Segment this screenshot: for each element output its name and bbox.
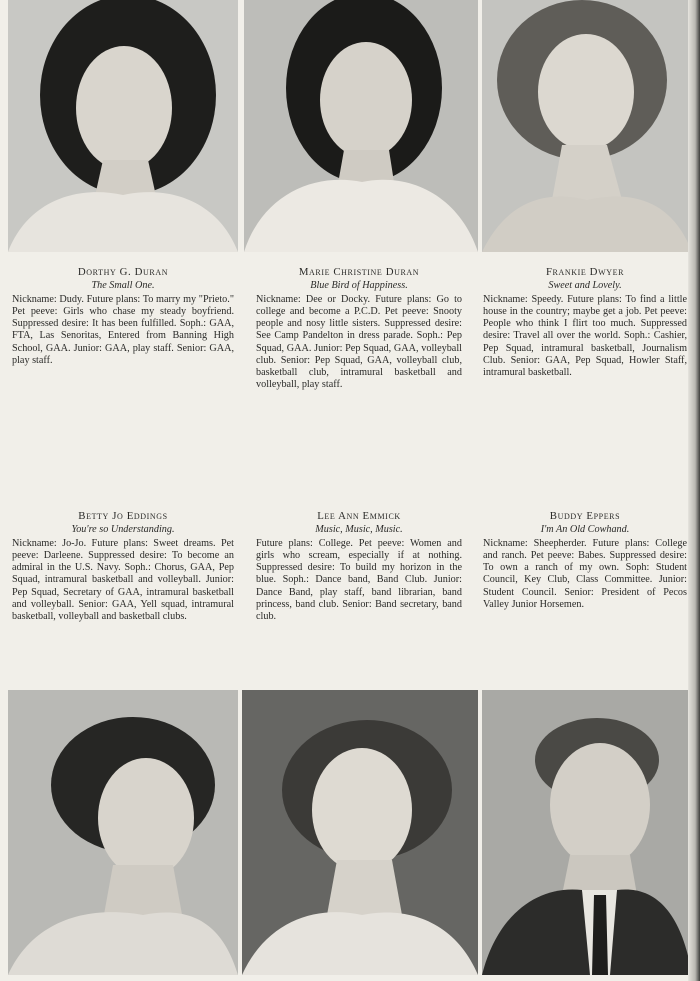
- student-motto: Sweet and Lovely.: [548, 280, 622, 292]
- student-name: Buddy Eppers: [549, 510, 621, 522]
- page-binding-edge: [688, 0, 700, 981]
- bio-block-buddy-eppers: [483, 510, 687, 611]
- portrait-frankie-dwyer: [482, 0, 692, 252]
- student-bio: Nickname: Dee or Docky. Future plans: Go to college and become a P.C.D. Pet peeve: Snooty people and nosy little sisters. Suppressed desire: See Camp Pandelton in dress parade. Soph.: Pep Squad, GAA. Junior: Pep Squad, GAA, volleyball club. Senior: Pep Squad, GAA, volleyball club, basketball club, intramural basketball and volleyball, play staff.: [256, 294, 462, 390]
- bio-block-frankie-dwyer: [483, 266, 687, 379]
- student-name: Dorthy G. Duran: [77, 266, 169, 278]
- portrait-dorthy-duran: [8, 0, 238, 252]
- student-bio: Nickname: Jo-Jo. Future plans: Sweet dreams. Pet peeve: Darleene. Suppressed desire: To become an admiral in the U.S. Navy. Soph.: Chorus, GAA, Pep Squad, intramural basketball and volleyball. Junior: Pep Squad, Secretary of GAA, intramural basketball and volleyball. Senior: GAA, Yell squad, intramural basketball, volleyball and basketball clubs.: [12, 538, 234, 622]
- portrait-betty-eddings: [8, 690, 238, 975]
- student-motto: The Small One.: [91, 280, 155, 292]
- portrait-buddy-eppers: [482, 690, 692, 975]
- student-motto: You're so Understanding.: [71, 524, 175, 536]
- student-motto: I'm An Old Cowhand.: [540, 524, 630, 536]
- student-motto: Blue Bird of Happiness.: [310, 280, 408, 292]
- student-bio: Nickname: Dudy. Future plans: To marry my "Prieto." Pet peeve: Girls who chase my steady boyfriend. Suppressed desire: It has been fulfilled. Soph.: GAA, FTA, Las Senoritas, Entered from Banning High School, GAA. Junior: GAA, play staff. Senior: GAA, play staff.: [12, 294, 234, 366]
- student-name: Marie Christine Duran: [298, 266, 420, 278]
- bio-block-marie-duran: [256, 266, 462, 391]
- student-name: Frankie Dwyer: [545, 266, 625, 278]
- portrait-lee-emmick: [242, 690, 478, 975]
- student-bio: Future plans: College. Pet peeve: Women and girls who scream, especially if at nothing. Suppressed desire: To build my horizon in the blue. Soph.: Dance band, Band Club. Junior: Dance Band, play staff, band librarian, band princess, band club. Senior: Band secretary, band club.: [256, 538, 462, 622]
- portrait-marie-duran: [244, 0, 478, 252]
- bio-block-lee-emmick: [256, 510, 462, 623]
- bio-block-dorthy-duran: [12, 266, 234, 367]
- student-motto: Music, Music, Music.: [315, 524, 403, 536]
- bio-block-betty-eddings: [12, 510, 234, 623]
- student-bio: Nickname: Speedy. Future plans: To find a little house in the country; maybe get a job. Pet peeve: People who think I flirt too much. Suppressed desire: Travel all over the world. Soph.: Cashier, Pep Squad, intramural basketball, Journalism Club. Senior: GAA, Pep Squad, Howler Staff, intramural basketball.: [483, 294, 687, 378]
- student-name: Betty Jo Eddings: [78, 510, 168, 522]
- student-name: Lee Ann Emmick: [317, 510, 401, 522]
- student-bio: Nickname: Sheepherder. Future plans: College and ranch. Pet peeve: Babes. Suppressed desire: To own a ranch of my own. Soph: Student Council, Key Club, Class Committee. Junior: Student Council. Senior: President of Pecos Valley Junior Horsemen.: [483, 538, 687, 610]
